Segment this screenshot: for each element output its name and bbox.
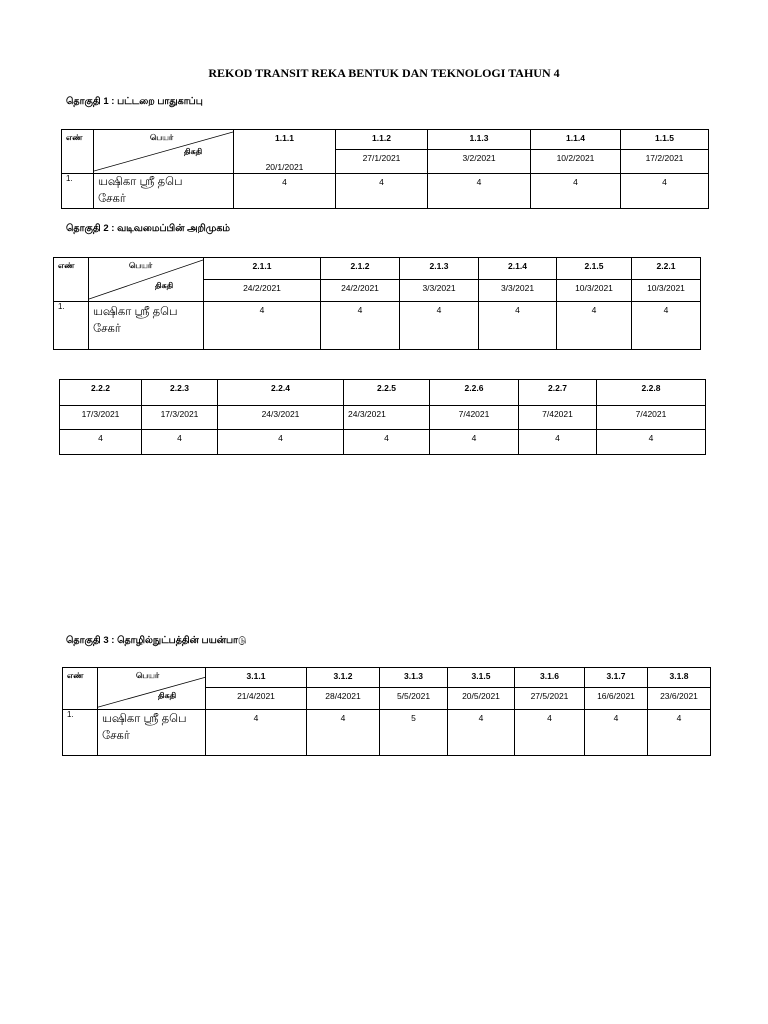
date-cell: 24/2/2021	[204, 280, 321, 302]
score-cell: 4	[585, 710, 648, 756]
date-cell: 23/6/2021	[648, 688, 711, 710]
section3-heading: தொகுதி 3 : தொழில்நுட்பத்தின் பயன்பாடு	[66, 635, 247, 646]
name-line1: யஷிகா ஸ்ரீ தபெ	[93, 306, 178, 318]
score-cell: 4	[632, 302, 701, 350]
code-cell: 2.2.5	[344, 380, 430, 406]
code-cell: 2.2.8	[597, 380, 706, 406]
code-cell: 3.1.6	[515, 668, 585, 688]
score-cell: 4	[336, 174, 428, 209]
score-cell: 4	[648, 710, 711, 756]
name-date-header	[98, 668, 206, 710]
name-line1: யஷிகா ஸ்ரீ தபெ	[98, 176, 183, 188]
date-cell: 21/4/2021	[206, 688, 307, 710]
name-date-header	[89, 258, 204, 302]
code-cell: 2.2.6	[430, 380, 519, 406]
score-cell: 4	[597, 430, 706, 455]
student-name	[98, 710, 206, 756]
row-number: 1.	[62, 174, 94, 209]
row-number: 1.	[54, 302, 89, 350]
score-cell: 4	[400, 302, 479, 350]
table-row	[63, 710, 711, 756]
num-header: எண்	[62, 130, 94, 174]
code-cell: 1.1.2	[336, 130, 428, 150]
date-cell: 3/3/2021	[479, 280, 557, 302]
student-name	[94, 174, 234, 209]
score-cell: 5	[380, 710, 448, 756]
code-cell: 2.1.1	[204, 258, 321, 280]
num-header: எண்	[54, 258, 89, 302]
code-cell: 2.2.7	[519, 380, 597, 406]
date-cell: 20/1/2021	[234, 150, 336, 174]
date-cell: 7/42021	[597, 406, 706, 430]
score-cell: 4	[321, 302, 400, 350]
code-cell: 3.1.8	[648, 668, 711, 688]
table-row	[54, 302, 701, 350]
code-cell: 2.2.1	[632, 258, 701, 280]
score-cell: 4	[621, 174, 709, 209]
date-cell: 17/3/2021	[142, 406, 218, 430]
page-title: REKOD TRANSIT REKA BENTUK DAN TEKNOLOGI TAHUN 4	[208, 66, 560, 80]
date-cell: 3/2/2021	[428, 150, 531, 174]
code-cell: 2.1.4	[479, 258, 557, 280]
date-cell: 28/42021	[307, 688, 380, 710]
date-cell: 17/2/2021	[621, 150, 709, 174]
date-cell: 24/3/2021	[344, 406, 430, 430]
date-cell: 3/3/2021	[400, 280, 479, 302]
score-cell: 4	[204, 302, 321, 350]
date-cell: 24/3/2021	[218, 406, 344, 430]
code-cell: 3.1.7	[585, 668, 648, 688]
name-line2: சேகர்	[93, 323, 121, 335]
date-header: திகதி	[158, 691, 177, 700]
score-cell: 4	[234, 174, 336, 209]
score-cell: 4	[515, 710, 585, 756]
name-line2: சேகர்	[102, 730, 130, 742]
code-cell: 2.1.2	[321, 258, 400, 280]
score-cell: 4	[344, 430, 430, 455]
name-line1: யஷிகா ஸ்ரீ தபெ	[102, 713, 187, 725]
date-cell: 10/3/2021	[632, 280, 701, 302]
code-cell: 1.1.3	[428, 130, 531, 150]
section2-heading: தொகுதி 2 : வடிவமைப்பின் அறிமுகம்	[66, 223, 231, 234]
section2-table	[53, 257, 701, 350]
date-cell: 10/2/2021	[531, 150, 621, 174]
num-header: எண்	[63, 668, 98, 710]
table-row	[62, 174, 709, 209]
code-cell: 2.1.5	[557, 258, 632, 280]
name-line2: சேகர்	[98, 193, 126, 205]
date-cell: 27/5/2021	[515, 688, 585, 710]
student-name	[89, 302, 204, 350]
code-cell: 2.2.2	[60, 380, 142, 406]
score-cell: 4	[428, 174, 531, 209]
score-cell: 4	[448, 710, 515, 756]
date-header: திகதி	[184, 147, 203, 156]
table-row	[60, 430, 706, 455]
code-cell: 3.1.2	[307, 668, 380, 688]
score-cell: 4	[206, 710, 307, 756]
date-header: திகதி	[155, 281, 174, 290]
name-date-header	[94, 130, 234, 174]
date-cell: 17/3/2021	[60, 406, 142, 430]
score-cell: 4	[479, 302, 557, 350]
code-cell: 1.1.4	[531, 130, 621, 150]
section1-table	[61, 129, 709, 209]
date-cell: 10/3/2021	[557, 280, 632, 302]
row-number: 1.	[63, 710, 98, 756]
name-header: பெயர்	[136, 671, 160, 680]
code-cell: 2.2.3	[142, 380, 218, 406]
score-cell: 4	[519, 430, 597, 455]
score-cell: 4	[531, 174, 621, 209]
date-cell: 7/42021	[430, 406, 519, 430]
score-cell: 4	[307, 710, 380, 756]
date-cell: 16/6/2021	[585, 688, 648, 710]
section1-heading: தொகுதி 1 : பட்டறை பாதுகாப்பு	[66, 96, 203, 107]
code-cell: 3.1.3	[380, 668, 448, 688]
score-cell: 4	[218, 430, 344, 455]
code-cell: 1.1.1	[234, 130, 336, 150]
code-cell: 1.1.5	[621, 130, 709, 150]
section3-table	[62, 667, 711, 756]
date-cell: 5/5/2021	[380, 688, 448, 710]
score-cell: 4	[557, 302, 632, 350]
date-cell: 24/2/2021	[321, 280, 400, 302]
section2-continuation-table	[59, 379, 706, 455]
name-header: பெயர்	[129, 261, 153, 270]
score-cell: 4	[430, 430, 519, 455]
score-cell: 4	[60, 430, 142, 455]
code-cell: 3.1.5	[448, 668, 515, 688]
score-cell: 4	[142, 430, 218, 455]
date-cell: 27/1/2021	[336, 150, 428, 174]
date-cell: 20/5/2021	[448, 688, 515, 710]
code-cell: 3.1.1	[206, 668, 307, 688]
code-cell: 2.1.3	[400, 258, 479, 280]
name-header: பெயர்	[150, 133, 174, 142]
date-cell: 7/42021	[519, 406, 597, 430]
code-cell: 2.2.4	[218, 380, 344, 406]
